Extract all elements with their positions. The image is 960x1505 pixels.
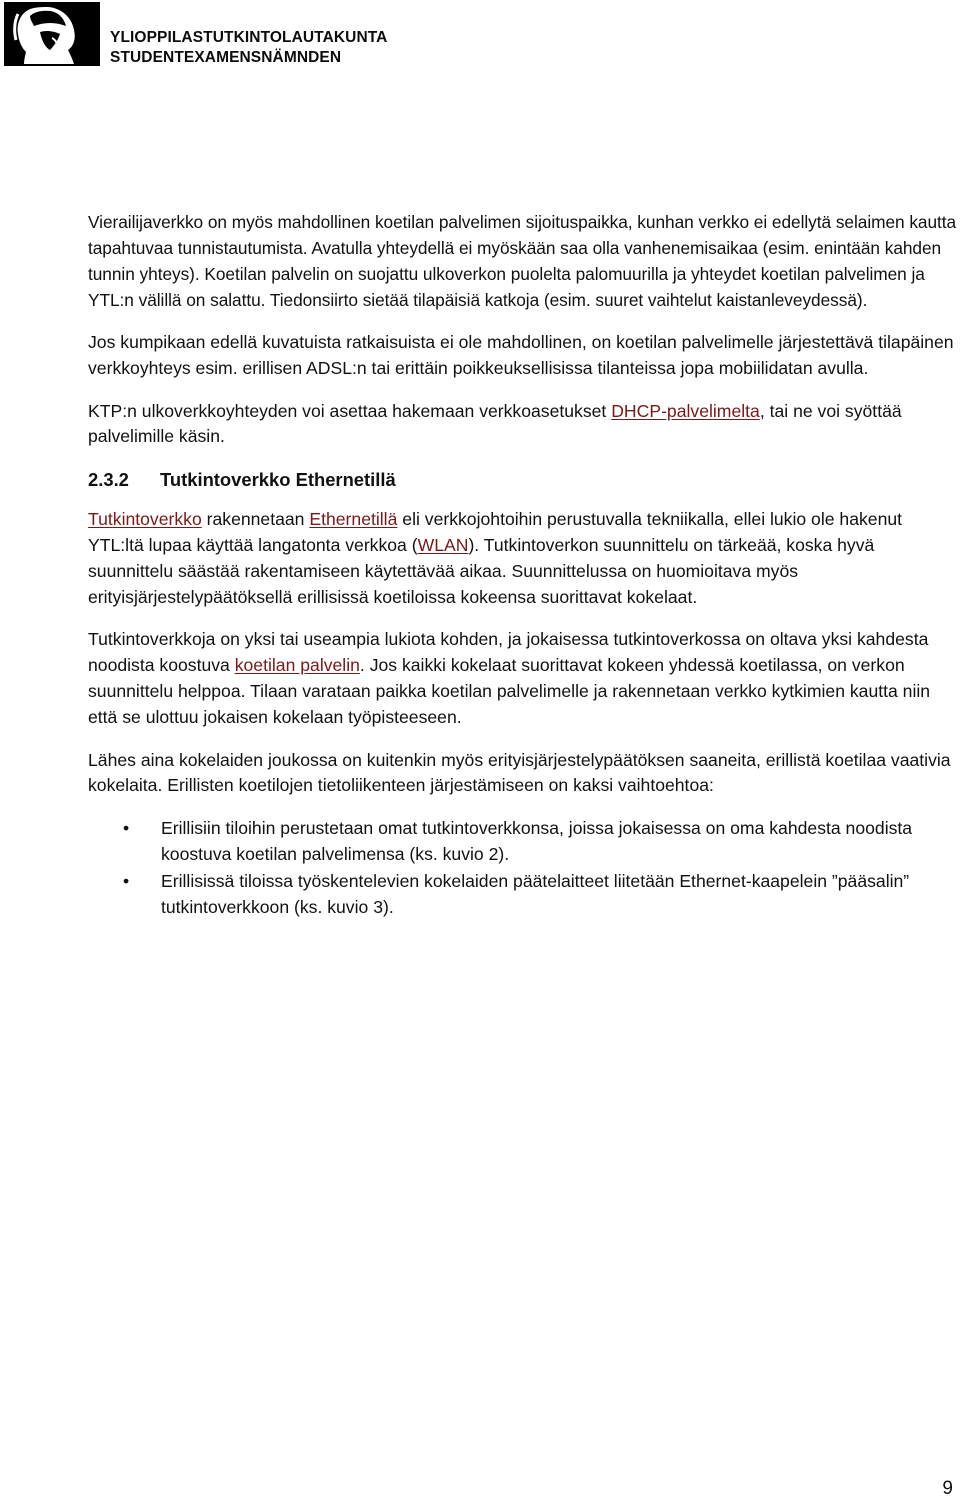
- paragraph-separate-rooms: Lähes aina kokelaiden joukossa on kuitenkin myös erityisjärjestelypäätöksen saaneita, erillistä koetilaa vaativia kokelaita. Erillisten koetilojen tietoliikenteen järjestämiseen on kaksi vaihtoehtoa:: [88, 749, 951, 796]
- paragraph-text: KTP:n ulkoverkkoyhteyden voi asettaa hakemaan verkkoasetukset: [88, 400, 612, 421]
- bullet-marker: •: [123, 818, 130, 839]
- organization-name: [110, 28, 387, 67]
- org-name-finnish: YLIOPPILASTUTKINTOLAUTAKUNTA: [110, 29, 388, 46]
- paragraph-temporary-connection: Jos kumpikaan edellä kuvatuista ratkaisuista ei ole mahdollinen, on koetilan palvelimelle järjestettävä tilapäinen verkkoyhteys esim. erillisen ADSL:n tai erittäin poikkeuksellisissa tilanteissa jopa mobiilidatan avulla.: [88, 332, 954, 378]
- helmeted-head-silhouette-icon: [4, 2, 100, 66]
- bullet-marker: •: [123, 870, 130, 891]
- link-ethernet[interactable]: Ethernetillä: [309, 509, 398, 530]
- options-list: [88, 816, 960, 920]
- link-exam-room-server[interactable]: koetilan palvelin: [234, 655, 360, 676]
- paragraph-text: ). Tutkintoverkon suunnittelu on tärkeää, koska hyvä suunnittelu säästää rakentamiseen käytettävää aikaa. Suunnittelussa on huomioitava myös erityisjärjestelypäätöksellä erillisissä koetiloissa kokeensa suorittavat kokelaat.: [88, 534, 875, 607]
- paragraph-visitor-network: Vierailijaverkko on myös mahdollinen koetilan palvelimen sijoituspaikka, kunhan verkko ei edellytä selaimen kautta tapahtuvaa tunnistautumista. Avatulla yhteydellä ei myöskään saa olla vanhenemisaikaa (esim. enintään kahden tunnin yhteys). Koetilan palvelin on suojattu ulkoverkon puolelta palomuurilla ja yhteydet koetilan palvelimen ja YTL:n välillä on salattu. Tiedonsiirto sietää tilapäisiä katkoja (esim. suuret vaihtelut kaistanleveydessä).: [88, 212, 957, 310]
- paragraph-networks-per-school: [88, 627, 960, 730]
- paragraph-text: eli verkkojohtoihin perustuvalla tekniikalla, ellei lukio ole hakenut YTL:ltä lupaa käyttää langatonta verkkoa (: [88, 509, 903, 555]
- section-heading: [88, 467, 960, 493]
- link-tutkintoverkko[interactable]: Tutkintoverkko: [88, 509, 202, 530]
- list-item: [88, 816, 960, 868]
- paragraph-text: rakennetaan: [201, 509, 310, 530]
- document-header: [4, 2, 604, 68]
- link-wlan[interactable]: WLAN: [417, 534, 469, 555]
- paragraph-text: , tai ne voi syöttää palvelimille käsin.: [88, 400, 902, 447]
- list-item: [88, 869, 960, 921]
- page-number: 9: [942, 1478, 953, 1499]
- org-name-swedish: STUDENTEXAMENSNÄMNDEN: [110, 48, 342, 66]
- paragraph-ethernet: [88, 507, 960, 610]
- section-number: 2.3.2: [88, 469, 129, 491]
- paragraph-text: Tutkintoverkkoja on yksi tai useampia lukiota kohden, ja jokaisessa tutkintoverkossa on oltava yksi kahdesta noodista koostuva: [88, 629, 929, 676]
- list-item-text: Erillisiin tiloihin perustetaan omat tutkintoverkkonsa, joissa jokaisessa on oma kahdesta noodista koostuva koetilan palvelimensa (ks. kuvio 2).: [161, 818, 913, 864]
- paragraph-dhcp: [88, 399, 960, 451]
- paragraph-text: . Jos kaikki kokelaat suorittavat kokeen yhdessä koetilassa, on verkon suunnittelu helppoa. Tilaan varataan paikka koetilan palvelimelle ja rakennetaan verkko kytkimien kautta niin että se ulottuu jokaisen kokelaan työpisteeseen.: [88, 655, 931, 727]
- list-item-text: Erillisissä tiloissa työskentelevien kokelaiden päätelaitteet liitetään Ethernet-kaapelein ”pääsalin” tutkintoverkkoon (ks. kuvio 3).: [161, 870, 910, 917]
- link-dhcp-server[interactable]: DHCP-palvelimelta: [611, 400, 760, 421]
- document-body: [88, 209, 960, 921]
- section-title: Tutkintoverkko Ethernetillä: [160, 469, 396, 491]
